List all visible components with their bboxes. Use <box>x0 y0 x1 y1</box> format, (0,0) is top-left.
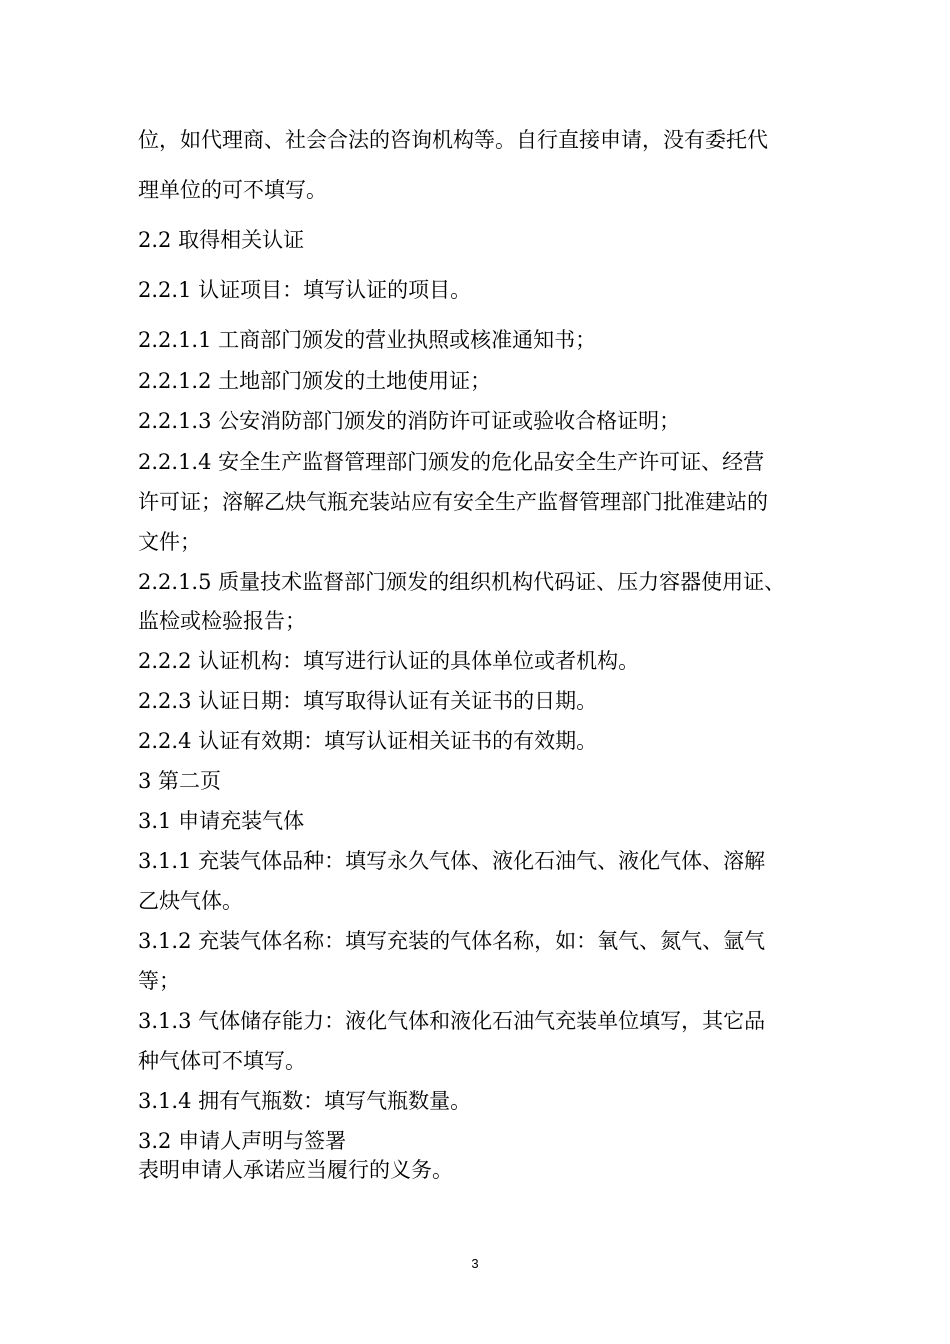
section-heading: 3.1 申请充装气体 <box>138 809 305 833</box>
text-line: 位，如代理商、社会合法的咨询机构等。自行直接申请，没有委托代 <box>138 128 768 152</box>
text-line: 3.1.3 气体储存能力：液化气体和液化石油气充装单位填写，其它品 <box>138 1009 766 1033</box>
text-line: 文件； <box>138 530 201 554</box>
section-heading: 3.2 申请人声明与签署 <box>138 1129 347 1153</box>
list-item: 2.2.1.5 质量技术监督部门颁发的组织机构代码证、压力容器使用证、 <box>138 570 786 594</box>
text-line: 乙炔气体。 <box>138 889 243 913</box>
text-line: 种气体可不填写。 <box>138 1049 306 1073</box>
list-item: 2.2.1.4 安全生产监督管理部门颁发的危化品安全生产许可证、经营 <box>138 450 765 474</box>
text-line: 3.1.4 拥有气瓶数：填写气瓶数量。 <box>138 1089 472 1113</box>
text-line: 3.1.1 充装气体品种：填写永久气体、液化石油气、液化气体、溶解 <box>138 849 766 873</box>
text-line: 理单位的可不填写。 <box>138 178 327 202</box>
text-line: 监检或检验报告； <box>138 609 306 633</box>
list-item: 2.2.1.1 工商部门颁发的营业执照或核准通知书； <box>138 328 597 352</box>
text-line: 表明申请人承诺应当履行的义务。 <box>138 1158 453 1182</box>
text-line: 许可证；溶解乙炔气瓶充装站应有安全生产监督管理部门批准建站的 <box>138 490 768 514</box>
list-item: 2.2.1.2 土地部门颁发的土地使用证； <box>138 369 492 393</box>
page-number: 3 <box>471 1256 479 1271</box>
list-item: 2.2.1.3 公安消防部门颁发的消防许可证或验收合格证明； <box>138 409 681 433</box>
text-line: 2.2.3 认证日期：填写取得认证有关证书的日期。 <box>138 689 598 713</box>
text-line: 等； <box>138 969 180 993</box>
section-heading: 2.2 取得相关认证 <box>138 228 305 252</box>
text-line: 3.1.2 充装气体名称：填写充装的气体名称，如：氧气、氮气、氩气 <box>138 929 766 953</box>
text-line: 2.2.1 认证项目：填写认证的项目。 <box>138 278 472 302</box>
text-line: 2.2.4 认证有效期：填写认证相关证书的有效期。 <box>138 729 598 753</box>
section-heading: 3 第二页 <box>138 769 222 793</box>
text-line: 2.2.2 认证机构：填写进行认证的具体单位或者机构。 <box>138 649 640 673</box>
